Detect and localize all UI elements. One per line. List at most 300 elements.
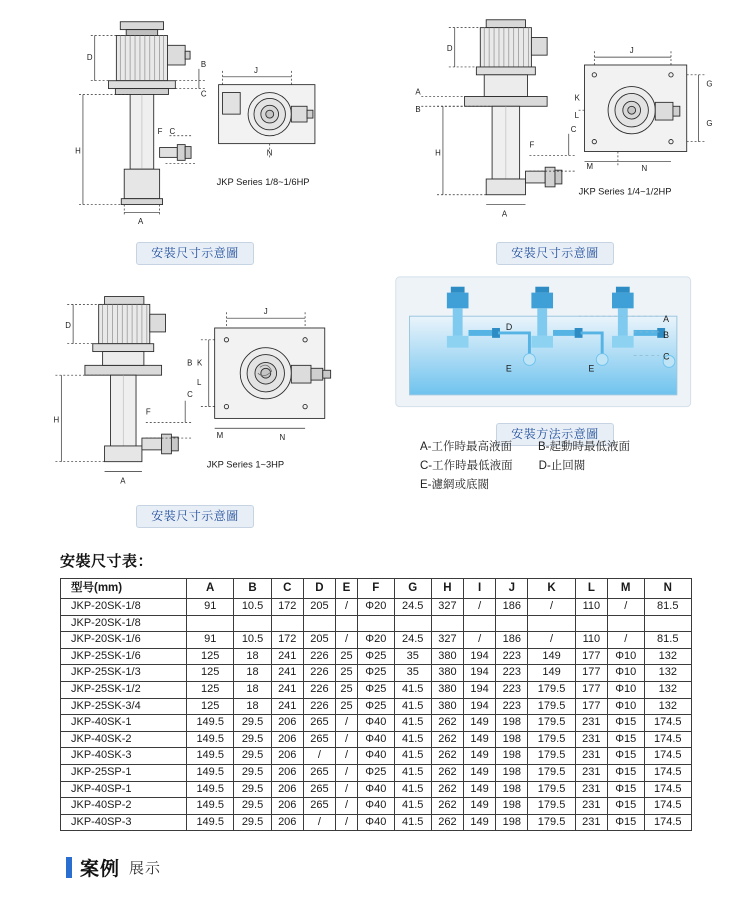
cell-value: 241 <box>271 665 303 682</box>
case-title: 案例 <box>80 859 121 880</box>
cell-value: 174.5 <box>644 731 691 748</box>
svg-text:B: B <box>187 358 193 368</box>
svg-text:B: B <box>663 329 670 340</box>
cell-value: 262 <box>431 781 463 798</box>
cell-value: 223 <box>496 648 528 665</box>
cell-value: 223 <box>496 681 528 698</box>
cell-value <box>234 615 271 632</box>
cell-value: 41.5 <box>394 781 431 798</box>
cell-value: 198 <box>496 798 528 815</box>
cell-value: Φ25 <box>358 681 395 698</box>
cell-value: 41.5 <box>394 715 431 732</box>
table-row <box>61 599 692 616</box>
cell-value: 25 <box>336 665 358 682</box>
cell-value: Φ20 <box>358 599 395 616</box>
cell-value: 177 <box>575 648 607 665</box>
case-section-heading <box>66 854 161 881</box>
cell-value: 226 <box>303 665 335 682</box>
cell-value: 29.5 <box>234 731 271 748</box>
svg-text:D: D <box>505 321 513 332</box>
cell-value: 132 <box>644 648 691 665</box>
cell-value: 172 <box>271 599 303 616</box>
cell-value: 231 <box>575 798 607 815</box>
cell-value: 35 <box>394 665 431 682</box>
cell-value: 179.5 <box>528 781 575 798</box>
cell-value: 177 <box>575 698 607 715</box>
svg-text:C: C <box>570 124 577 134</box>
diagram-1-label: JKP Series 1/8~1/6HP <box>216 176 310 187</box>
svg-text:L: L <box>196 378 202 387</box>
col-g: G <box>394 579 431 599</box>
cell-value: 41.5 <box>394 698 431 715</box>
cell-value: 206 <box>271 798 303 815</box>
cell-value: Φ10 <box>607 648 644 665</box>
cell-value: / <box>336 715 358 732</box>
cell-value: 125 <box>187 698 234 715</box>
cell-value: 206 <box>271 764 303 781</box>
cell-value <box>336 615 358 632</box>
cell-value: Φ40 <box>358 731 395 748</box>
spec-table-title: 安裝尺寸表： <box>60 553 154 570</box>
svg-text:H: H <box>75 146 81 156</box>
cell-model: JKP-40SK-2 <box>61 731 187 748</box>
cell-value: 206 <box>271 781 303 798</box>
cell-value: Φ25 <box>358 648 395 665</box>
cell-model: JKP-40SP-3 <box>61 814 187 831</box>
table-row <box>61 731 692 748</box>
col-b: B <box>234 579 271 599</box>
svg-text:F: F <box>157 126 163 136</box>
cell-value: 18 <box>234 665 271 682</box>
cell-value: / <box>336 599 358 616</box>
cell-model: JKP-20SK-1/6 <box>61 632 187 649</box>
cell-value: / <box>303 814 335 831</box>
col-f: F <box>358 579 395 599</box>
install-legend <box>408 430 728 495</box>
svg-text:F: F <box>529 140 535 150</box>
svg-text:E: E <box>588 363 595 374</box>
table-row <box>61 698 692 715</box>
cell-value: 177 <box>575 681 607 698</box>
cell-value: Φ25 <box>358 764 395 781</box>
cell-value: 41.5 <box>394 731 431 748</box>
cell-value: 91 <box>187 599 234 616</box>
cell-value <box>644 615 691 632</box>
cell-value: 29.5 <box>234 798 271 815</box>
svg-text:B: B <box>415 105 421 115</box>
cell-value: / <box>336 764 358 781</box>
spec-table <box>60 578 692 831</box>
legend-b: B-起動時最低液面 <box>538 441 630 453</box>
cell-value: 132 <box>644 698 691 715</box>
cell-value: 25 <box>336 648 358 665</box>
cell-value <box>496 615 528 632</box>
cell-value: 125 <box>187 681 234 698</box>
cell-value: 174.5 <box>644 814 691 831</box>
svg-text:N: N <box>641 164 648 174</box>
svg-text:G: G <box>706 79 713 89</box>
install-method-diagram <box>382 271 728 419</box>
cell-model: JKP-20SK-1/8 <box>61 615 187 632</box>
legend-c: C-工作時最低液面 <box>420 460 513 472</box>
svg-text:N: N <box>279 433 286 443</box>
cell-value <box>431 615 463 632</box>
cell-value: 41.5 <box>394 814 431 831</box>
cell-value: 41.5 <box>394 798 431 815</box>
cell-value: 172 <box>271 632 303 649</box>
cell-model: JKP-40SK-3 <box>61 748 187 765</box>
col-c: C <box>271 579 303 599</box>
cell-value <box>528 615 575 632</box>
cell-value: 223 <box>496 698 528 715</box>
svg-text:C: C <box>169 126 176 136</box>
cell-value: / <box>464 632 496 649</box>
cell-value: 18 <box>234 681 271 698</box>
svg-text:K: K <box>196 358 203 368</box>
svg-text:M: M <box>216 431 224 441</box>
cell-value: 179.5 <box>528 798 575 815</box>
cell-value: 241 <box>271 648 303 665</box>
cell-value: 198 <box>496 748 528 765</box>
cell-value: 262 <box>431 814 463 831</box>
cell-value: 198 <box>496 814 528 831</box>
cell-value: 35 <box>394 648 431 665</box>
cell-value: 149.5 <box>187 731 234 748</box>
cell-value: Φ10 <box>607 665 644 682</box>
cell-value: 380 <box>431 648 463 665</box>
svg-text:A: A <box>415 87 421 97</box>
diagram-3-caption: 安裝尺寸示意圖 <box>136 505 254 528</box>
cell-value: 194 <box>464 681 496 698</box>
cell-value: 265 <box>303 715 335 732</box>
spec-table-header-row <box>61 579 692 599</box>
cell-model: JKP-25SK-3/4 <box>61 698 187 715</box>
svg-text:A: A <box>137 217 144 227</box>
cell-value: 198 <box>496 781 528 798</box>
table-row <box>61 781 692 798</box>
cell-value: 265 <box>303 798 335 815</box>
legend-e: E-濾網或底閥 <box>420 479 489 491</box>
cell-value: 25 <box>336 681 358 698</box>
cell-value: / <box>528 632 575 649</box>
svg-text:C: C <box>663 351 670 362</box>
diagram-3-label: JKP Series 1~3HP <box>206 459 285 470</box>
cell-value: 18 <box>234 698 271 715</box>
diagram-cell-1 <box>22 6 368 265</box>
cell-value: Φ15 <box>607 798 644 815</box>
diagram-cell-2 <box>382 6 728 265</box>
cell-value: 132 <box>644 681 691 698</box>
cell-value: 29.5 <box>234 814 271 831</box>
cell-value: 265 <box>303 764 335 781</box>
svg-text:J: J <box>629 46 634 56</box>
table-row <box>61 615 692 632</box>
cell-value: 10.5 <box>234 599 271 616</box>
cell-value: Φ40 <box>358 798 395 815</box>
legend-a: A-工作時最高液面 <box>420 441 512 453</box>
cell-value: / <box>336 748 358 765</box>
svg-text:D: D <box>65 320 71 330</box>
cell-value: 149.5 <box>187 748 234 765</box>
cell-value: 110 <box>575 599 607 616</box>
case-subtitle: 展示 <box>129 860 162 877</box>
cell-value: 149.5 <box>187 764 234 781</box>
diagram-cell-3 <box>22 269 368 528</box>
cell-value: / <box>336 814 358 831</box>
cell-value: 149 <box>464 781 496 798</box>
cell-value: 41.5 <box>394 764 431 781</box>
col-k: K <box>528 579 575 599</box>
diagram-1 <box>22 6 368 238</box>
cell-model: JKP-40SK-1 <box>61 715 187 732</box>
cell-value: 262 <box>431 748 463 765</box>
cell-value: 149 <box>528 665 575 682</box>
cell-model: JKP-25SK-1/6 <box>61 648 187 665</box>
cell-value: 179.5 <box>528 764 575 781</box>
accent-bar <box>66 857 72 878</box>
svg-text:A: A <box>120 476 126 486</box>
cell-value: 29.5 <box>234 764 271 781</box>
cell-value: 223 <box>496 665 528 682</box>
col-d: D <box>303 579 335 599</box>
cell-value: 125 <box>187 648 234 665</box>
cell-value: 29.5 <box>234 781 271 798</box>
cell-value: 149 <box>528 648 575 665</box>
cell-value: 198 <box>496 731 528 748</box>
table-row <box>61 715 692 732</box>
col-m: M <box>607 579 644 599</box>
cell-value: 179.5 <box>528 681 575 698</box>
cell-value: 226 <box>303 698 335 715</box>
cell-value: Φ15 <box>607 731 644 748</box>
cell-value: 380 <box>431 665 463 682</box>
svg-text:D: D <box>446 44 453 54</box>
cell-value: / <box>336 632 358 649</box>
svg-text:H: H <box>435 148 441 158</box>
cell-value: 231 <box>575 715 607 732</box>
cell-value: 125 <box>187 665 234 682</box>
cell-value: 241 <box>271 681 303 698</box>
cell-value: / <box>528 599 575 616</box>
col-j: J <box>496 579 528 599</box>
cell-value: / <box>336 731 358 748</box>
cell-value <box>464 615 496 632</box>
cell-value: 25 <box>336 698 358 715</box>
cell-value: 226 <box>303 648 335 665</box>
cell-value: 265 <box>303 731 335 748</box>
svg-text:H: H <box>53 415 60 425</box>
cell-value: 29.5 <box>234 715 271 732</box>
cell-value: Φ15 <box>607 715 644 732</box>
cell-value: 174.5 <box>644 715 691 732</box>
diagram-2-caption: 安裝尺寸示意圖 <box>496 242 614 265</box>
cell-value: 194 <box>464 648 496 665</box>
cell-value: 206 <box>271 731 303 748</box>
cell-value: 149 <box>464 748 496 765</box>
cell-value: 29.5 <box>234 748 271 765</box>
cell-value: 206 <box>271 748 303 765</box>
diagram-1-caption: 安裝尺寸示意圖 <box>136 242 254 265</box>
install-method-caption: 安裝方法示意圖 <box>496 423 614 446</box>
cell-value: 226 <box>303 681 335 698</box>
cell-value: 149 <box>464 798 496 815</box>
table-row <box>61 681 692 698</box>
cell-value: Φ40 <box>358 814 395 831</box>
svg-text:A: A <box>663 314 670 325</box>
cell-value: 194 <box>464 698 496 715</box>
cell-value <box>303 615 335 632</box>
cell-value: 149 <box>464 814 496 831</box>
svg-text:J: J <box>253 65 258 75</box>
cell-value: / <box>607 632 644 649</box>
col-h: H <box>431 579 463 599</box>
cell-model: JKP-25SK-1/2 <box>61 681 187 698</box>
svg-text:K: K <box>574 93 580 103</box>
cell-value: / <box>464 599 496 616</box>
cell-value: 24.5 <box>394 599 431 616</box>
cell-value: 149 <box>464 764 496 781</box>
svg-text:C: C <box>187 389 193 399</box>
cell-value: / <box>303 748 335 765</box>
cell-model: JKP-40SP-2 <box>61 798 187 815</box>
col-e: E <box>336 579 358 599</box>
cell-value: Φ25 <box>358 698 395 715</box>
cell-value: 206 <box>271 814 303 831</box>
cell-model: JKP-40SP-1 <box>61 781 187 798</box>
table-row <box>61 764 692 781</box>
cell-value: 262 <box>431 715 463 732</box>
diagram-2-label: JKP Series 1/4~1/2HP <box>578 186 672 197</box>
cell-value: 231 <box>575 764 607 781</box>
cell-value: 380 <box>431 681 463 698</box>
cell-value: 174.5 <box>644 748 691 765</box>
cell-value: 327 <box>431 632 463 649</box>
svg-text:J: J <box>263 307 268 317</box>
svg-text:D: D <box>86 53 93 63</box>
cell-value: 149 <box>464 715 496 732</box>
cell-value: Φ40 <box>358 715 395 732</box>
diagram-3 <box>22 269 368 501</box>
table-row <box>61 814 692 831</box>
cell-value: Φ15 <box>607 781 644 798</box>
cell-value: 194 <box>464 665 496 682</box>
cell-value: / <box>336 781 358 798</box>
col-n: N <box>644 579 691 599</box>
cell-value: 149.5 <box>187 715 234 732</box>
cell-value: 186 <box>496 599 528 616</box>
legend-d: D-止回閥 <box>538 460 586 472</box>
cell-value: 132 <box>644 665 691 682</box>
cell-value: 265 <box>303 781 335 798</box>
col-model: 型号(mm) <box>61 579 187 599</box>
cell-value: 205 <box>303 632 335 649</box>
cell-value: Φ15 <box>607 814 644 831</box>
cell-value: 241 <box>271 698 303 715</box>
cell-value <box>607 615 644 632</box>
table-row <box>61 798 692 815</box>
svg-text:B: B <box>200 59 207 69</box>
cell-value: 41.5 <box>394 748 431 765</box>
cell-value: 179.5 <box>528 731 575 748</box>
cell-value: 81.5 <box>644 632 691 649</box>
cell-value <box>575 615 607 632</box>
cell-value: Φ20 <box>358 632 395 649</box>
svg-text:G: G <box>706 118 713 128</box>
col-a: A <box>187 579 234 599</box>
cell-value: Φ25 <box>358 665 395 682</box>
cell-value: 10.5 <box>234 632 271 649</box>
col-l: L <box>575 579 607 599</box>
cell-value: 18 <box>234 648 271 665</box>
cell-value: 179.5 <box>528 814 575 831</box>
cell-value: 262 <box>431 731 463 748</box>
cell-value: / <box>607 599 644 616</box>
cell-value: 174.5 <box>644 798 691 815</box>
cell-value: 110 <box>575 632 607 649</box>
cell-value: 149.5 <box>187 798 234 815</box>
cell-value: 179.5 <box>528 715 575 732</box>
cell-value: 327 <box>431 599 463 616</box>
cell-value: 174.5 <box>644 764 691 781</box>
cell-value: 262 <box>431 764 463 781</box>
cell-value: / <box>336 798 358 815</box>
svg-text:A: A <box>501 209 508 219</box>
svg-text:E: E <box>505 363 512 374</box>
cell-value: 231 <box>575 731 607 748</box>
cell-value: Φ10 <box>607 681 644 698</box>
cell-value: 179.5 <box>528 698 575 715</box>
cell-value: 174.5 <box>644 781 691 798</box>
cell-value: 198 <box>496 715 528 732</box>
cell-value: Φ40 <box>358 748 395 765</box>
cell-value: Φ15 <box>607 748 644 765</box>
cell-value: 179.5 <box>528 748 575 765</box>
spec-table-section <box>0 550 750 831</box>
cell-value: 91 <box>187 632 234 649</box>
cell-value: 231 <box>575 748 607 765</box>
cell-value: Φ40 <box>358 781 395 798</box>
cell-model: JKP-20SK-1/8 <box>61 599 187 616</box>
cell-value: 186 <box>496 632 528 649</box>
cell-value: 149.5 <box>187 781 234 798</box>
cell-model: JKP-25SK-1/3 <box>61 665 187 682</box>
table-row <box>61 665 692 682</box>
svg-text:M: M <box>586 162 594 172</box>
col-i: I <box>464 579 496 599</box>
cell-value: 262 <box>431 798 463 815</box>
cell-value: 177 <box>575 665 607 682</box>
svg-text:C: C <box>200 89 207 99</box>
svg-text:L: L <box>574 111 580 121</box>
cell-value: Φ15 <box>607 764 644 781</box>
table-row <box>61 632 692 649</box>
cell-value <box>394 615 431 632</box>
cell-value: 149 <box>464 731 496 748</box>
svg-text:F: F <box>145 407 151 417</box>
svg-text:N: N <box>266 148 273 158</box>
cell-value <box>271 615 303 632</box>
cell-value: 149.5 <box>187 814 234 831</box>
cell-value: Φ10 <box>607 698 644 715</box>
cell-value: 198 <box>496 764 528 781</box>
cell-value: 231 <box>575 814 607 831</box>
table-row <box>61 748 692 765</box>
cell-value: 380 <box>431 698 463 715</box>
table-row <box>61 648 692 665</box>
cell-value: 231 <box>575 781 607 798</box>
cell-value: 205 <box>303 599 335 616</box>
cell-model: JKP-25SP-1 <box>61 764 187 781</box>
